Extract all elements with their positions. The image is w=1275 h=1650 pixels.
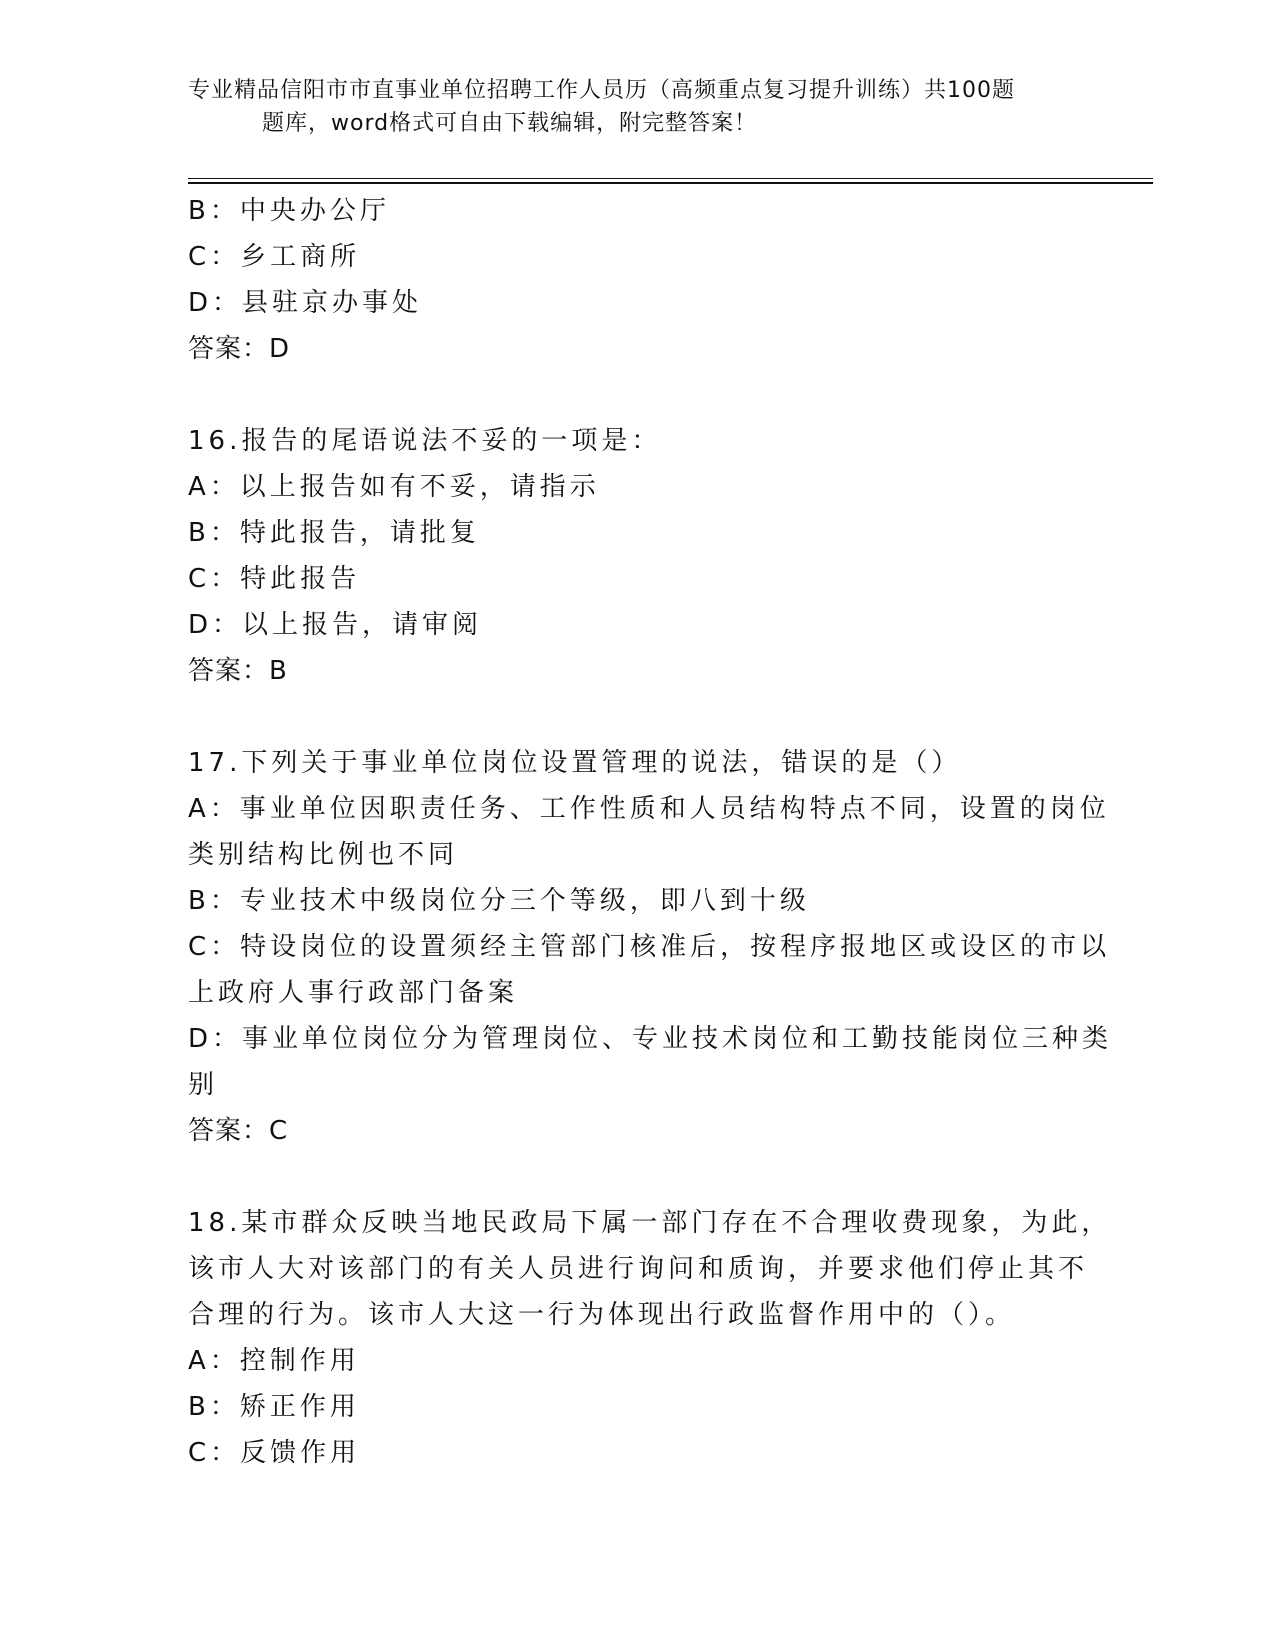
question-18: [188, 1200, 1112, 1476]
q18-question-line-1: 18.某市群众反映当地民政局下属一部门存在不合理收费现象，为此，: [188, 1208, 1112, 1238]
q17-option-a-line-2: 类别结构比例也不同: [188, 840, 459, 870]
q16-option-c: C：特此报告: [188, 564, 361, 594]
question-content: [188, 188, 1113, 1476]
question-15: [188, 188, 1088, 372]
q18-question-line-2: 该市人大对该部门的有关人员进行询问和质询，并要求他们停止其不: [188, 1254, 1089, 1284]
q17-option-d-line-2: 别: [188, 1070, 219, 1100]
q17-option-c-line-1: C：特设岗位的设置须经主管部门核准后，按程序报地区或设区的市以: [188, 932, 1111, 962]
header-rule-thick: [188, 182, 1153, 184]
q17-option-c-line-2: 上政府人事行政部门备案: [188, 978, 519, 1008]
q17-answer: 答案：C: [188, 1116, 289, 1146]
q18-question-line-3: 合理的行为。该市人大这一行为体现出行政监督作用中的（）。: [188, 1300, 1016, 1330]
header-rule-thin: [188, 178, 1153, 179]
spacer: [188, 372, 1088, 418]
q17-option-d-line-1: D：事业单位岗位分为管理岗位、专业技术岗位和工勤技能岗位三种类: [188, 1024, 1113, 1054]
q16-answer: 答案：B: [188, 656, 288, 686]
spacer: [188, 694, 1088, 740]
spacer: [188, 1154, 1088, 1200]
q15-option-c: C：乡工商所: [188, 242, 361, 272]
q18-option-b: B：矫正作用: [188, 1392, 360, 1422]
page-header: [188, 74, 1088, 140]
q16-question-text: 16.报告的尾语说法不妥的一项是：: [188, 426, 662, 456]
q15-answer: 答案：D: [188, 334, 291, 364]
q17-option-a-line-1: A：事业单位因职责任务、工作性质和人员结构特点不同，设置的岗位: [188, 794, 1110, 824]
question-17: [188, 740, 1113, 1154]
q18-option-c: C：反馈作用: [188, 1438, 361, 1468]
q16-option-d: D：以上报告，请审阅: [188, 610, 483, 640]
q17-question-text: 17.下列关于事业单位岗位设置管理的说法，错误的是（）: [188, 748, 962, 778]
header-title-line-2: 题库，word格式可自由下载编辑，附完整答案！: [262, 111, 758, 136]
header-title-line-1: 专业精品信阳市市直事业单位招聘工作人员历（高频重点复习提升训练）共100题: [188, 78, 1015, 103]
q17-option-b: B：专业技术中级岗位分三个等级，即八到十级: [188, 886, 810, 916]
q16-option-a: A：以上报告如有不妥，请指示: [188, 472, 600, 502]
q15-option-b: B：中央办公厅: [188, 196, 390, 226]
q16-option-b: B：特此报告，请批复: [188, 518, 480, 548]
q18-option-a: A：控制作用: [188, 1346, 360, 1376]
q15-option-d: D：县驻京办事处: [188, 288, 423, 318]
question-16: [188, 418, 1088, 694]
